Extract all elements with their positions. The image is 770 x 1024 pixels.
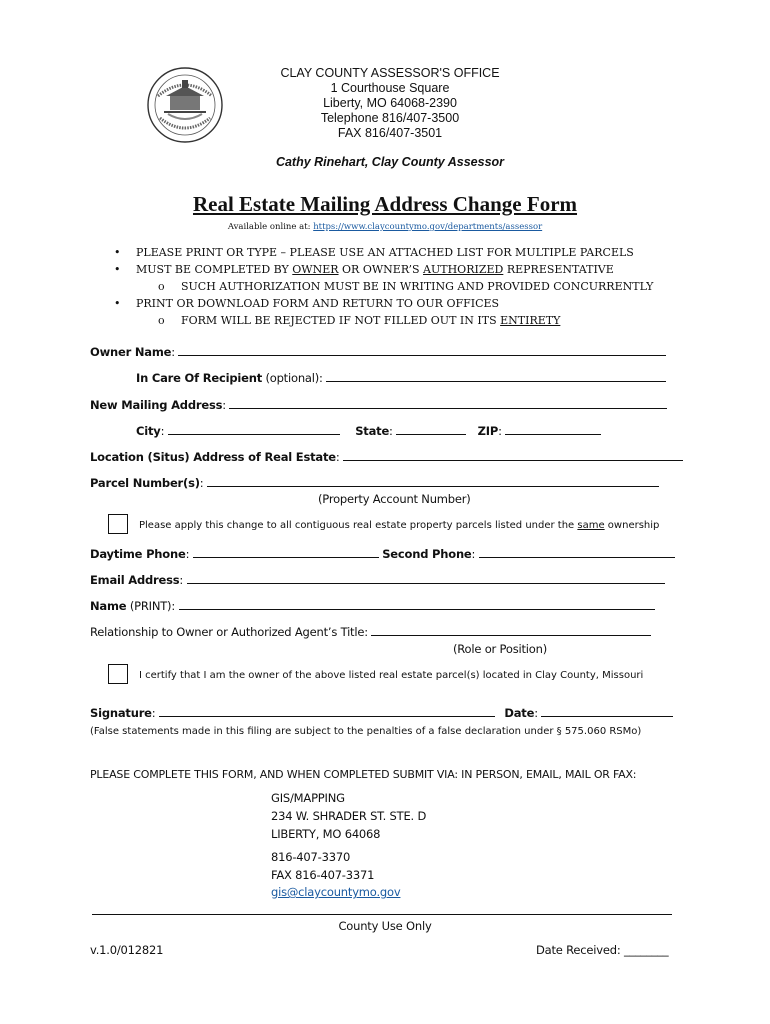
office-address-line2: Liberty, MO 64068-2390 xyxy=(323,96,457,110)
name-label: Name xyxy=(90,599,127,613)
bullet-dot-1: • xyxy=(114,246,121,259)
colon: : xyxy=(171,345,175,359)
parcel-field[interactable] xyxy=(207,475,659,487)
in-care-of-label: In Care Of Recipient xyxy=(136,371,262,385)
state-label: State xyxy=(355,424,390,438)
submit-city: LIBERTY, MO 64068 xyxy=(271,827,381,841)
location-row xyxy=(90,449,683,464)
second-phone-label: Second Phone xyxy=(382,547,472,561)
new-mailing-label: New Mailing Address xyxy=(90,398,223,412)
owner-name-label: Owner Name xyxy=(90,345,172,359)
state-field[interactable] xyxy=(396,423,466,435)
bullet-dot-3: • xyxy=(114,297,121,310)
instruction-3-sub-entirety: ENTIRETY xyxy=(500,314,561,327)
zip-field[interactable] xyxy=(505,423,601,435)
submit-phone: 816-407-3370 xyxy=(271,850,351,864)
zip-label: ZIP xyxy=(477,424,499,438)
bullet-dot-2: • xyxy=(114,263,121,276)
optional-label: (optional) xyxy=(262,371,320,385)
form-title: Real Estate Mailing Address Change Form xyxy=(192,192,578,216)
instruction-2-sub: SUCH AUTHORIZATION MUST BE IN WRITING AND PROVIDED CONCURRENTLY xyxy=(181,280,654,293)
county-seal-image xyxy=(146,66,224,144)
submit-email[interactable]: gis@claycountymo.gov xyxy=(271,885,401,899)
signature-row xyxy=(90,705,673,720)
available-link[interactable]: https://www.claycountymo.gov/departments/assessor xyxy=(313,222,543,232)
instruction-2-pre: MUST BE COMPLETED BY xyxy=(136,263,293,276)
apply-post: ownership xyxy=(604,520,660,531)
submit-instructions: PLEASE COMPLETE THIS FORM, AND WHEN COMPLETED SUBMIT VIA: IN PERSON, EMAIL, MAIL OR FAX: xyxy=(90,768,637,781)
colon: : xyxy=(199,476,204,490)
instruction-3-sub xyxy=(181,314,560,327)
submit-email-link[interactable] xyxy=(271,885,400,899)
colon: : xyxy=(498,424,502,438)
available-prefix: Available online at: xyxy=(227,222,314,232)
location-label: Location (Situs) Address of Real Estate xyxy=(90,450,336,464)
instruction-2-authorized: AUTHORIZED xyxy=(423,263,504,276)
office-telephone: Telephone 816/407-3500 xyxy=(320,111,460,125)
apply-pre: Please apply this change to all contiguous real estate property parcels listed under the xyxy=(139,520,578,531)
instruction-2 xyxy=(136,263,614,276)
instruction-3-sub-pre: FORM WILL BE REJECTED IF NOT FILLED OUT IN ITS xyxy=(181,314,501,327)
city-field[interactable] xyxy=(168,423,340,435)
relationship-field[interactable] xyxy=(371,624,651,636)
county-use-only: County Use Only xyxy=(338,919,432,933)
date-field[interactable] xyxy=(541,705,673,717)
daytime-phone-label: Daytime Phone xyxy=(90,547,186,561)
name-print-label: (PRINT) xyxy=(126,599,172,613)
email-label: Email Address xyxy=(90,573,180,587)
date-received: Date Received: ________ xyxy=(536,943,669,957)
parcel-row xyxy=(90,475,659,490)
signature-field[interactable] xyxy=(159,705,495,717)
colon: : xyxy=(185,547,190,561)
daytime-phone-field[interactable] xyxy=(193,546,379,558)
apply-contiguous-label xyxy=(139,520,659,531)
instruction-3: PRINT OR DOWNLOAD FORM AND RETURN TO OUR OFFICES xyxy=(136,297,500,310)
city-label: City xyxy=(136,424,161,438)
colon: : xyxy=(222,398,226,412)
certify-checkbox[interactable] xyxy=(108,664,128,684)
submit-fax: FAX 816-407-3371 xyxy=(271,868,375,882)
colon: : xyxy=(151,706,156,720)
second-phone-field[interactable] xyxy=(479,546,675,558)
parcel-label: Parcel Number(s) xyxy=(90,476,200,490)
office-address-line1: 1 Courthouse Square xyxy=(330,81,450,95)
colon: : xyxy=(471,547,476,561)
date-label: Date xyxy=(504,706,535,720)
colon: : xyxy=(364,625,368,639)
phone-row xyxy=(90,546,675,561)
instruction-2-post: REPRESENTATIVE xyxy=(503,263,614,276)
office-name: CLAY COUNTY ASSESSOR'S OFFICE xyxy=(280,66,500,80)
name-field[interactable] xyxy=(179,598,655,610)
colon: : xyxy=(171,599,176,613)
new-mailing-field[interactable] xyxy=(229,397,667,409)
email-field[interactable] xyxy=(187,572,665,584)
colon: : xyxy=(335,450,340,464)
sub-bullet-2: o xyxy=(158,314,165,327)
city-state-zip-row xyxy=(136,423,601,438)
sub-bullet-1: o xyxy=(158,280,165,293)
apply-same: same xyxy=(577,520,605,531)
email-row xyxy=(90,572,665,587)
in-care-of-field[interactable] xyxy=(326,370,666,382)
office-fax: FAX 816/407-3501 xyxy=(337,126,443,140)
owner-name-row xyxy=(90,344,666,359)
colon: : xyxy=(319,371,323,385)
assessor-name: Cathy Rinehart, Clay County Assessor xyxy=(275,155,505,169)
new-mailing-row xyxy=(90,397,667,412)
apply-contiguous-checkbox[interactable] xyxy=(108,514,128,534)
colon: : xyxy=(534,706,538,720)
relationship-label: Relationship to Owner or Authorized Agent’s Title xyxy=(90,625,365,639)
certify-label: I certify that I am the owner of the above listed real estate parcel(s) located in Clay County, Missouri xyxy=(139,670,644,681)
instruction-2-owner: OWNER xyxy=(292,263,339,276)
colon: : xyxy=(160,424,165,438)
instruction-2-mid: OR OWNER’S xyxy=(338,263,424,276)
colon: : xyxy=(179,573,184,587)
owner-name-field[interactable] xyxy=(178,344,666,356)
version: v.1.0/012821 xyxy=(90,943,164,957)
relationship-row xyxy=(90,624,651,639)
false-statements-note: (False statements made in this filing are subject to the penalties of a false declaration under § 575.060 RSMo) xyxy=(90,726,642,737)
role-hint: (Role or Position) xyxy=(453,642,548,656)
location-field[interactable] xyxy=(343,449,683,461)
submit-dept: GIS/MAPPING xyxy=(271,791,345,805)
name-row xyxy=(90,598,655,613)
instruction-1: PLEASE PRINT OR TYPE – PLEASE USE AN ATTACHED LIST FOR MULTIPLE PARCELS xyxy=(136,246,634,259)
divider-line xyxy=(92,914,672,915)
available-online xyxy=(0,222,770,232)
signature-label: Signature xyxy=(90,706,152,720)
submit-street: 234 W. SHRADER ST. STE. D xyxy=(271,809,427,823)
parcel-hint: (Property Account Number) xyxy=(318,492,471,506)
in-care-of-row xyxy=(136,370,666,385)
colon: : xyxy=(389,424,393,438)
